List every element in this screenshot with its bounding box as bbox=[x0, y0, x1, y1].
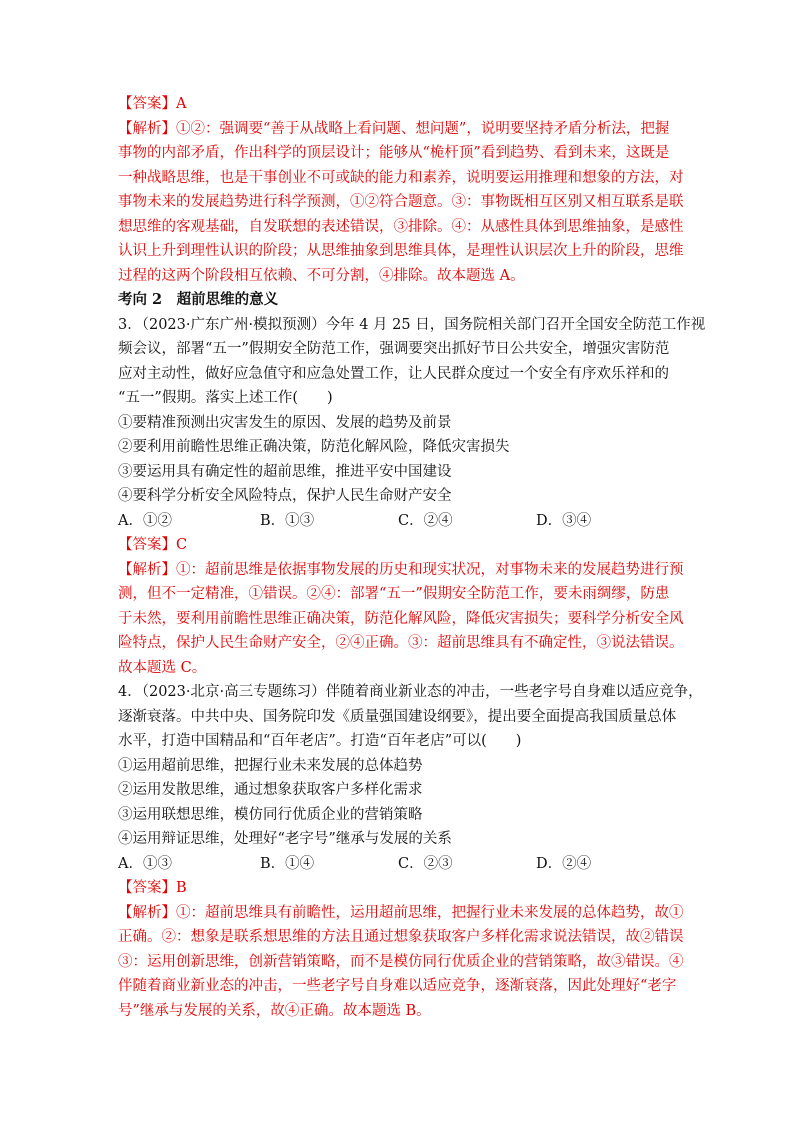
question-stem-line: 逐渐衰落。中共中央、国务院印发《质量强国建设纲要》，提出要全面提高我国质量总体 bbox=[118, 708, 677, 725]
answer-line: 【答案】C bbox=[118, 537, 188, 553]
question-stem-line: 4．（2023·北京·高三专题练习）伴随着商业新业态的冲击，一些老字号自身难以适应竞争， bbox=[118, 684, 703, 700]
section-title: 考向 2 超前思维的意义 bbox=[118, 291, 279, 308]
analysis-line: 认识上升到理性认识的阶段；从思维抽象到思维具体，是理性认识层次上升的阶段，思维 bbox=[118, 243, 684, 259]
option-d: D．②④ bbox=[536, 855, 592, 872]
statement-item: ②要利用前瞻性思维正确决策，防范化解风险，降低灾害损失 bbox=[118, 439, 510, 455]
option-c: C．②③ bbox=[398, 855, 453, 872]
question-stem-line: 水平，打造中国精品和“百年老店”。打造“百年老店”可以( ) bbox=[118, 733, 522, 749]
statement-item: ③运用联想思维，模仿同行优质企业的营销策略 bbox=[118, 806, 423, 823]
statement-item: ①运用超前思维，把握行业未来发展的总体趋势 bbox=[118, 757, 423, 774]
option-a: A．①③ bbox=[118, 855, 172, 872]
analysis-line: 于未然，要利用前瞻性思维正确决策，防范化解风险，降低灾害损失；要科学分析安全风 bbox=[118, 610, 684, 627]
analysis-line: 【解析】①②：强调要“善于从战略上看问题、想问题”，说明要坚持矛盾分析法，把握 bbox=[118, 120, 670, 137]
analysis-line: 【解析】①：超前思维是依据事物发展的历史和现实状况，对事物未来的发展趋势进行预 bbox=[118, 561, 684, 578]
answer-line: 【答案】B bbox=[118, 880, 187, 896]
answer-options bbox=[118, 852, 686, 877]
option-c: C．②④ bbox=[398, 512, 453, 529]
question-4 bbox=[118, 680, 703, 1023]
option-d: D．③④ bbox=[536, 512, 592, 529]
analysis-line: 故本题选 C。 bbox=[118, 659, 207, 676]
analysis-line: 测，但不一定精准，①错误。②④：部署“五一”假期安全防范工作，要未雨绸缪，防患 bbox=[118, 586, 670, 602]
answer-line: 【答案】A bbox=[118, 96, 187, 112]
question-3 bbox=[118, 313, 706, 681]
answer-options bbox=[118, 509, 686, 534]
document-page bbox=[118, 92, 706, 1023]
statement-item: ①要精准预测出灾害发生的原因、发展的趋势及前景 bbox=[118, 414, 452, 431]
analysis-line: 正确。②：想象是联系想思维的方法且通过想象获取客户多样化需求说法错误，故②错误 bbox=[118, 929, 684, 945]
analysis-line: 过程的这两个阶段相互依赖、不可分割，④排除。故本题选 A。 bbox=[118, 267, 525, 284]
analysis-line: ③：运用创新思维，创新营销策略，而不是模仿同行优质企业的营销策略，故③错误。④ bbox=[118, 953, 684, 970]
analysis-line: 事物未来的发展趋势进行科学预测，①②符合题意。③：事物既相互区别又相互联系是联 bbox=[118, 194, 684, 210]
analysis-line: 号”继承与发展的关系，故④正确。故本题选 B。 bbox=[118, 1002, 431, 1019]
analysis-line: 一种战略思维，也是干事创业不可或缺的能力和素养，说明要运用推理和想象的方法，对 bbox=[118, 169, 684, 186]
statement-item: ④运用辩证思维，处理好“老字号”继承与发展的关系 bbox=[118, 831, 452, 847]
question-stem-line: 频会议，部署“五一”假期安全防范工作，强调要突出抓好节日公共安全，增强灾害防范 bbox=[118, 341, 670, 357]
statement-item: ④要科学分析安全风险特点，保护人民生命财产安全 bbox=[118, 488, 452, 504]
analysis-line: 【解析】①：超前思维具有前瞻性，运用超前思维，把握行业未来发展的总体趋势，故① bbox=[118, 904, 684, 921]
analysis-line: 险特点，保护人民生命财产安全，②④正确。③：超前思维具有不确定性，③说法错误。 bbox=[118, 635, 684, 651]
statement-item: ②运用发散思维，通过想象获取客户多样化需求 bbox=[118, 782, 423, 798]
analysis-line: 事物的内部矛盾，作出科学的顶层设计；能够从“桅杆顶”看到趋势、看到未来，这既是 bbox=[118, 145, 670, 161]
option-a: A．①② bbox=[118, 512, 172, 529]
question-stem-line: “五一”假期。落实上述工作( ) bbox=[118, 390, 333, 406]
question-stem-line: 3．（2023·广东广州·模拟预测）今年 4 月 25 日，国务院相关部门召开全国安全防范工作视 bbox=[118, 316, 706, 333]
analysis-line: 想思维的客观基础，自发联想的表述错误，③排除。④：从感性具体到思维抽象，是感性 bbox=[118, 218, 684, 235]
statement-item: ③要运用具有确定性的超前思维，推进平安中国建设 bbox=[118, 463, 452, 480]
analysis-line: 伴随着商业新业态的冲击，一些老字号自身难以适应竞争，逐渐衰落，因此处理好“老字 bbox=[118, 978, 677, 994]
question-stem-line: 应对主动性，做好应急值守和应急处置工作，让人民群众度过一个安全有序欢乐祥和的 bbox=[118, 365, 669, 382]
analysis-block bbox=[118, 117, 686, 289]
option-b: B．①④ bbox=[260, 855, 315, 872]
option-b: B．①③ bbox=[260, 512, 315, 529]
